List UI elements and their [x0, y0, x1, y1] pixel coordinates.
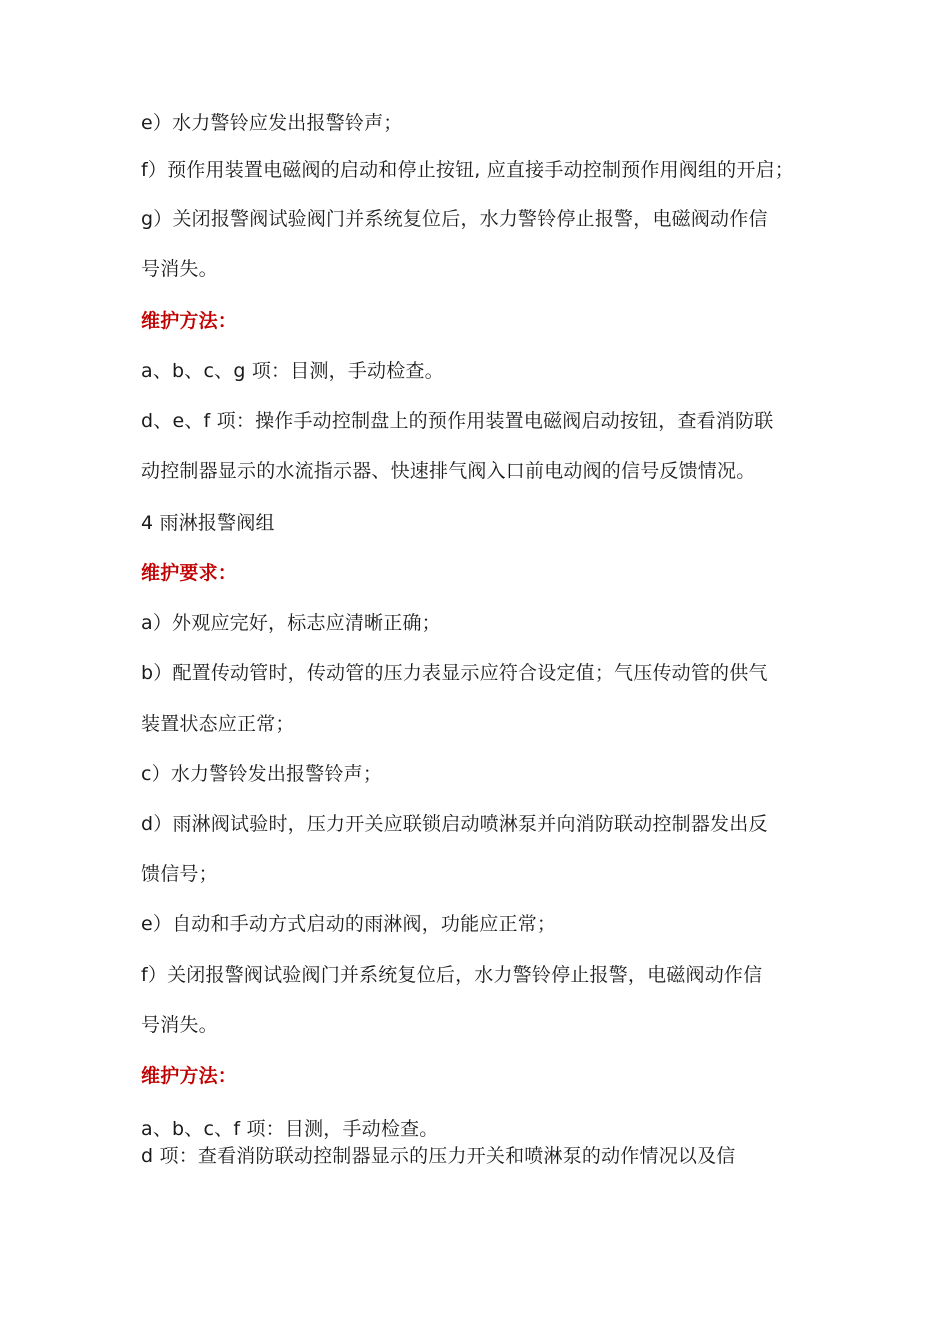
section-title-deluge-valve: 4 雨淋报警阀组 [141, 512, 275, 534]
item-e-alarm-bell: e）水力警铃应发出报警铃声； [141, 112, 403, 134]
method-abcg: a、b、c、g 项：目测，手动检查。 [141, 360, 444, 382]
req-f: f）关闭报警阀试验阀门并系统复位后，水力警铃停止报警，电磁阀动作信 [141, 964, 763, 986]
method-def: d、e、f 项：操作手动控制盘上的预作用装置电磁阀启动按钮，查看消防联 [141, 410, 774, 432]
req-d: d）雨淋阀试验时，压力开关应联锁启动喷淋泵并向消防联动控制器发出反 [141, 813, 768, 835]
item-f-solenoid-buttons: f）预作用装置电磁阀的启动和停止按钮, 应直接手动控制预作用阀组的开启； [141, 159, 794, 181]
req-c: c）水力警铃发出报警铃声； [141, 763, 383, 785]
heading-maintenance-method-2: 维护方法： [141, 1065, 238, 1087]
req-b: b）配置传动管时，传动管的压力表显示应符合设定值；气压传动管的供气 [141, 662, 768, 684]
heading-maintenance-requirements: 维护要求： [141, 562, 238, 584]
method2-d: d 项：查看消防联动控制器显示的压力开关和喷淋泵的动作情况以及信 [141, 1145, 736, 1167]
item-g-reset-cont: 号消失。 [141, 258, 218, 280]
req-a: a）外观应完好，标志应清晰正确； [141, 612, 441, 634]
item-g-reset: g）关闭报警阀试验阀门并系统复位后，水力警铃停止报警，电磁阀动作信 [141, 208, 768, 230]
method-def-cont: 动控制器显示的水流指示器、快速排气阀入口前电动阀的信号反馈情况。 [141, 460, 756, 482]
req-d-cont: 馈信号； [141, 863, 218, 885]
method2-abcf: a、b、c、f 项：目测，手动检查。 [141, 1118, 439, 1140]
req-e: e）自动和手动方式启动的雨淋阀，功能应正常； [141, 913, 557, 935]
heading-maintenance-method: 维护方法： [141, 310, 238, 332]
req-b-cont: 装置状态应正常； [141, 713, 295, 735]
req-f-cont: 号消失。 [141, 1014, 218, 1036]
